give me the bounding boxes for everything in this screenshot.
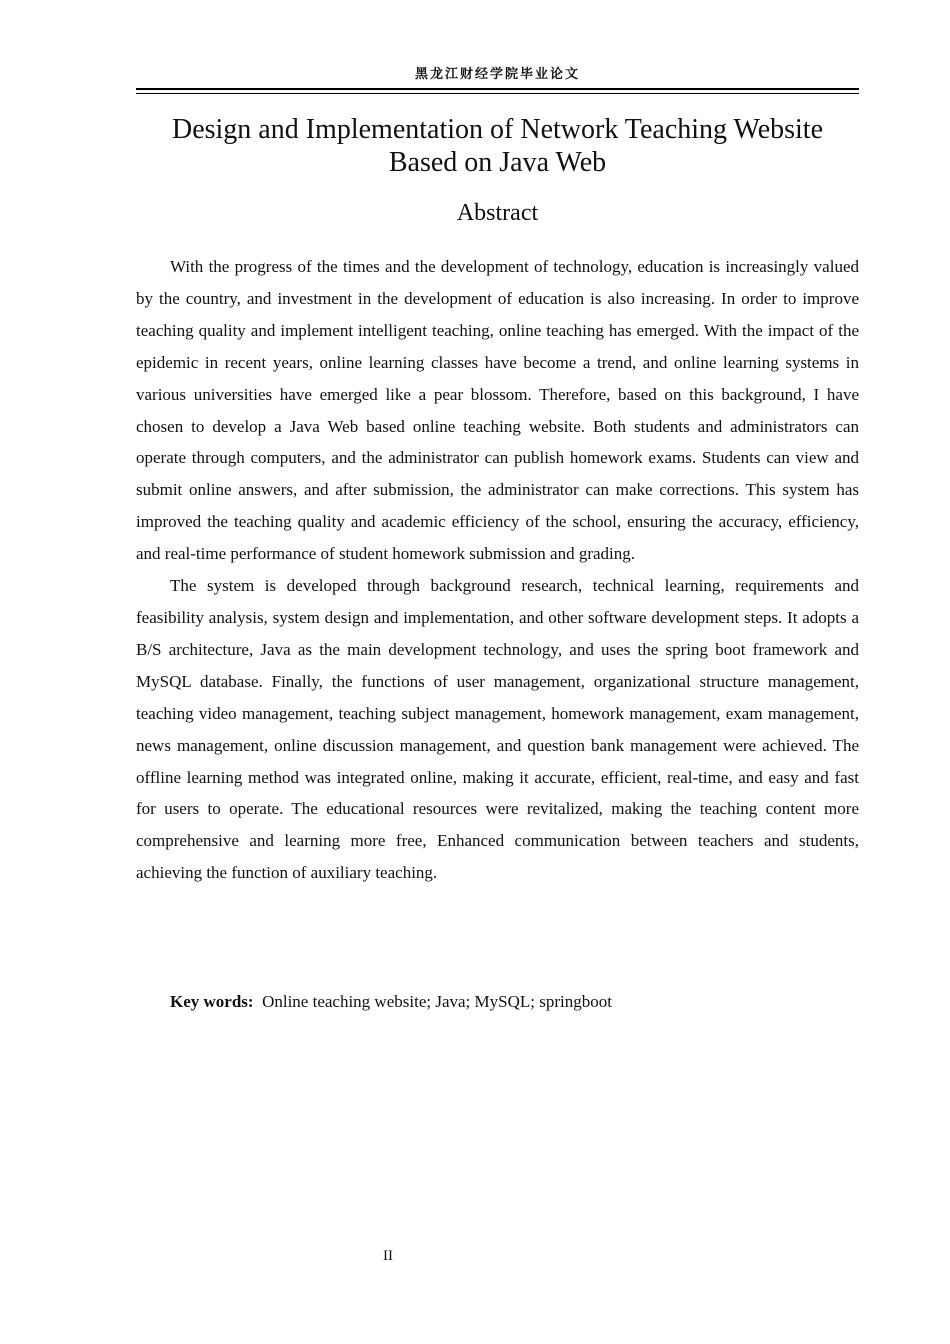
page-number: II bbox=[383, 1248, 393, 1264]
abstract-heading: Abstract bbox=[456, 200, 539, 226]
header-rule-thin bbox=[136, 93, 859, 94]
paper-title-line1: Design and Implementation of Network Teaching Website bbox=[171, 114, 824, 145]
keywords-label: Key words: bbox=[170, 992, 254, 1011]
keywords-value: Online teaching website; Java; MySQL; springboot bbox=[262, 992, 612, 1011]
abstract-paragraph-1: With the progress of the times and the development of technology, education is increasingly valued by the country, and investment in the development of education is also increasing. In order to improve teaching quality and implement intelligent teaching, online teaching has emerged. With the impact of the epidemic in recent years, online learning classes have become a trend, and online learning systems in various universities have emerged like a pear blossom. Therefore, based on this background, I have chosen to develop a Java Web based online teaching website. Both students and administrators can operate through computers, and the administrator can publish homework exams. Students can view and submit online answers, and after submission, the administrator can make corrections. This system has improved the teaching quality and academic efficiency of the school, ensuring the accuracy, efficiency, and real-time performance of student homework submission and grading. bbox=[136, 257, 859, 564]
keywords bbox=[170, 987, 859, 1017]
abstract-paragraph-2: The system is developed through background research, technical learning, requirements and feasibility analysis, system design and implementation, and other software development steps. It adopts a B/S architecture, Java as the main development technology, and uses the spring boot framework and MySQL database. Finally, the functions of user management, organizational structure management, teaching video management, teaching subject management, homework management, exam management, news management, online discussion management, and question bank management were achieved. The offline learning method was integrated online, making it accurate, efficient, real-time, and easy and fast for users to operate. The educational resources were revitalized, making the teaching content more comprehensive and learning more free, Enhanced communication between teachers and students, achieving the function of auxiliary teaching. bbox=[136, 576, 859, 883]
header-rule-thick bbox=[136, 88, 859, 90]
page-header: 黑龙江财经学院毕业论文 bbox=[414, 67, 580, 82]
paper-title-line2: Based on Java Web bbox=[388, 147, 607, 178]
paper-title bbox=[136, 113, 859, 179]
abstract-body bbox=[136, 251, 859, 889]
